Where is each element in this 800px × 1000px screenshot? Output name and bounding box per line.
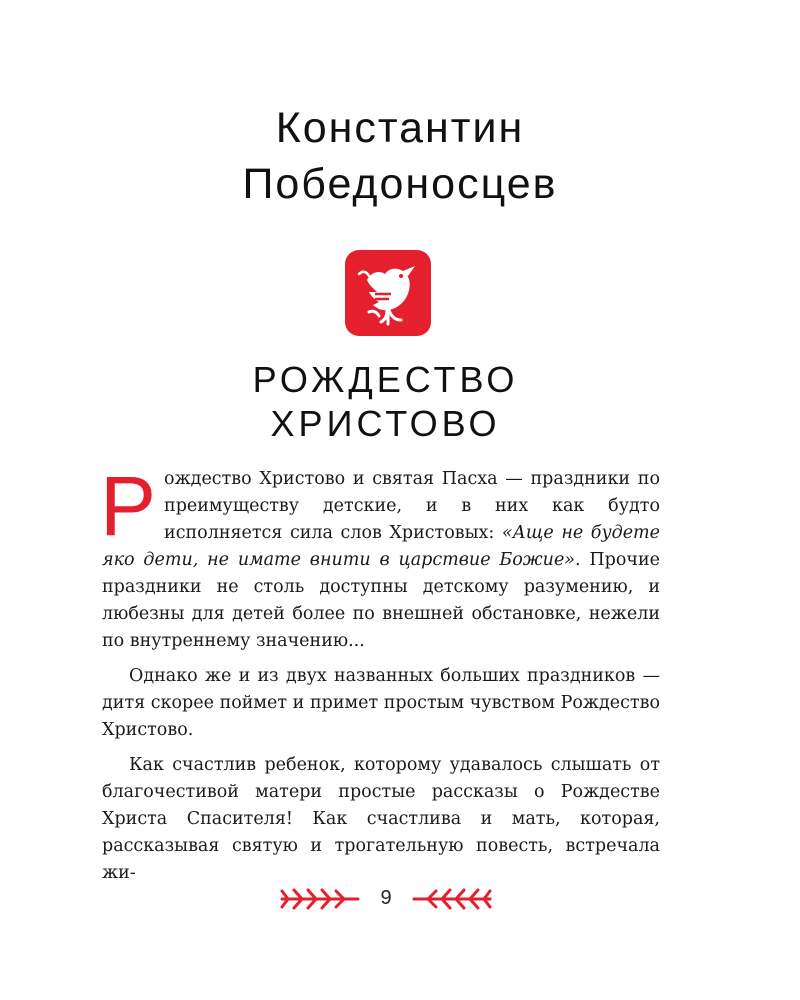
paragraph-1-end: Прочие праздники не столь доступны детскому разумению, и любезны для детей более по внешней обстановке, нежели по внутреннему значению... (102, 550, 660, 651)
left-branch-ornament-icon (278, 885, 360, 913)
chapter-title-line2: ХРИСТОВО (270, 403, 501, 444)
paragraph-1-start: ождество Христово и святая Пасха — праздники по преимуществу детские, и в них как будто исполняется сила слов Христовых: (164, 469, 660, 543)
scripture-quote: «Аще не будете яко дети, не имате внити в царствие Божие». (102, 523, 661, 570)
paragraph-3: Как счастлив ребенок, которому удавалось слышать от благочестивой матери простые рассказы о Рождестве Христа Спасителя! Как счастлива и мать, которая, рассказывая святую и трогательную повесть, встречала жи- (102, 755, 660, 883)
author-first-name: Константин (275, 104, 525, 152)
page-number: 9 (380, 887, 392, 909)
chapter-title-line1: РОЖДЕСТВО (252, 359, 519, 400)
drop-cap: Р (100, 459, 157, 553)
author-last-name: Победоносцев (242, 160, 558, 208)
paragraph-2: Однако же и из двух названных больших праздников — дитя скорее поймет и примет простым чувством Рождество Христово. (102, 666, 660, 740)
author-name (0, 100, 800, 212)
right-branch-ornament-icon (412, 885, 494, 913)
page-footer (0, 885, 800, 915)
paragraph-1 (100, 459, 661, 655)
chapter-body (100, 459, 661, 895)
chapter-title (0, 358, 771, 446)
bird-emblem-icon (345, 250, 431, 336)
